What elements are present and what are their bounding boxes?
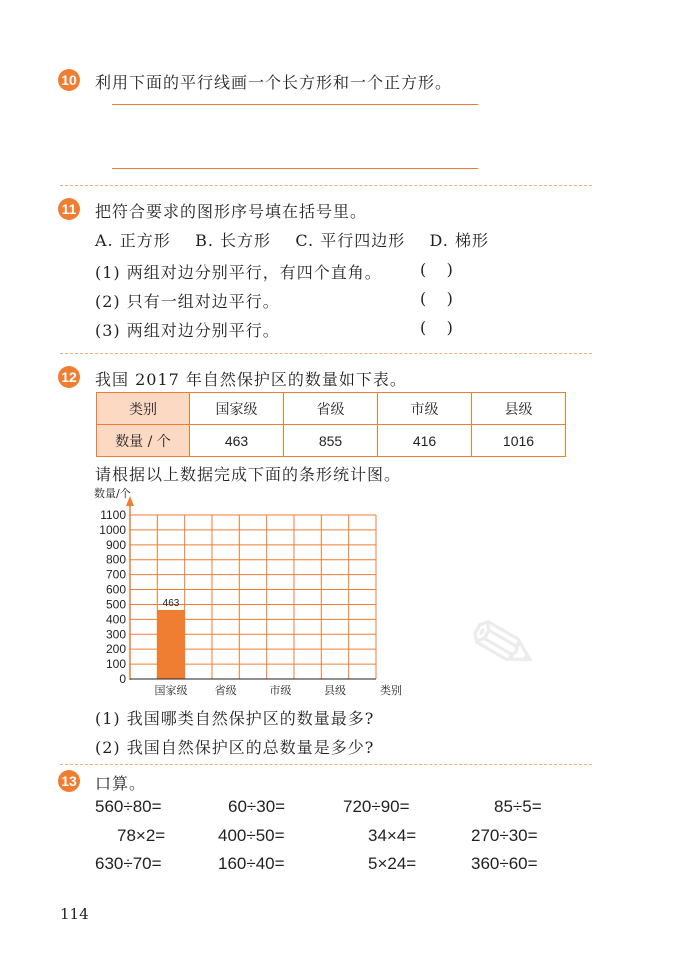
y-tick-label: 0 [119, 672, 126, 686]
table-header-cell: 省级 [284, 393, 378, 425]
table-header-cell: 类别 [97, 393, 190, 425]
chart-instruction: 请根据以上数据完成下面的条形统计图。 [95, 465, 402, 484]
calc-item: 5×24= [368, 854, 417, 873]
bar [157, 610, 184, 679]
calc-item: 85÷5= [494, 797, 542, 816]
table-row [97, 425, 566, 457]
table-cell: 463 [190, 425, 284, 457]
calc-item: 560÷80= [95, 797, 162, 816]
calc-item: 60÷30= [228, 797, 286, 816]
table-header-cell: 国家级 [190, 393, 284, 425]
bar-data-label: 463 [162, 597, 180, 609]
calc-item: 630÷70= [95, 854, 162, 873]
calc-item: 270÷30= [471, 826, 538, 845]
y-tick-label: 100 [105, 657, 126, 672]
x-axis-label: 类别 [380, 684, 402, 697]
data-table [96, 392, 566, 457]
question-number-11: 11 [58, 198, 80, 220]
x-tick-label: 省级 [214, 684, 237, 697]
parallel-line-bottom [112, 168, 478, 169]
answer-blank-2[interactable]: ( ) [420, 289, 453, 308]
y-axis-ticks [99, 508, 126, 686]
y-tick-label: 400 [105, 612, 126, 627]
section-divider [60, 353, 592, 354]
question-number-13: 13 [58, 770, 80, 792]
table-header-cell: 县级 [472, 393, 566, 425]
x-tick-label: 市级 [269, 684, 292, 697]
x-tick-label: 国家级 [154, 684, 188, 697]
table-row-label: 数量 / 个 [97, 425, 190, 457]
y-tick-label: 700 [105, 567, 126, 582]
question-number-12: 12 [58, 366, 80, 388]
calc-item: 78×2= [117, 826, 166, 845]
question-10-text: 利用下面的平行线画一个长方形和一个正方形。 [95, 73, 453, 92]
table-cell: 416 [378, 425, 472, 457]
question-11-item-3: (3) 两组对边分别平行。 [95, 321, 280, 340]
page-number: 114 [60, 905, 89, 923]
question-13-text: 口算。 [95, 774, 147, 793]
section-divider [60, 185, 592, 186]
y-tick-label: 1100 [100, 508, 126, 522]
question-11-text: 把符合要求的图形序号填在括号里。 [95, 202, 368, 221]
y-tick-label: 900 [105, 537, 126, 552]
y-tick-label: 300 [105, 627, 126, 642]
table-cell: 855 [284, 425, 378, 457]
table-header-cell: 市级 [378, 393, 472, 425]
question-11-options: A. 正方形 B. 长方形 C. 平行四边形 D. 梯形 [95, 231, 489, 250]
section-divider [60, 764, 592, 765]
calc-item: 34×4= [368, 826, 417, 845]
y-tick-label: 600 [105, 582, 126, 597]
x-axis-ticks [155, 683, 347, 697]
watermark: ✎ [459, 592, 548, 701]
question-11-item-1: (1) 两组对边分别平行，有四个直角。 [95, 263, 382, 282]
calc-item: 400÷50= [218, 826, 285, 845]
bar-chart[interactable] [90, 482, 420, 704]
answer-blank-3[interactable]: ( ) [420, 318, 453, 337]
calc-item: 160÷40= [218, 854, 285, 873]
question-12-sub-1: (1) 我国哪类自然保护区的数量最多? [95, 709, 375, 728]
question-12-text: 我国 2017 年自然保护区的数量如下表。 [95, 370, 407, 389]
y-axis-label: 数量/个 [94, 487, 131, 500]
question-11-item-2: (2) 只有一组对边平行。 [95, 292, 280, 311]
y-tick-label: 1000 [99, 522, 126, 537]
table-header-row [97, 393, 566, 425]
table-cell: 1016 [472, 425, 566, 457]
y-tick-label: 200 [105, 642, 126, 657]
answer-blank-1[interactable]: ( ) [420, 260, 453, 279]
parallel-line-top [112, 104, 478, 105]
question-number-10: 10 [58, 69, 80, 91]
x-tick-label: 县级 [324, 684, 346, 697]
y-tick-label: 800 [105, 552, 126, 567]
calc-item: 360÷60= [471, 854, 538, 873]
calc-item: 720÷90= [343, 797, 410, 816]
chart-bars [157, 598, 184, 679]
y-tick-label: 500 [105, 597, 126, 612]
question-12-sub-2: (2) 我国自然保护区的总数量是多少? [95, 738, 375, 757]
